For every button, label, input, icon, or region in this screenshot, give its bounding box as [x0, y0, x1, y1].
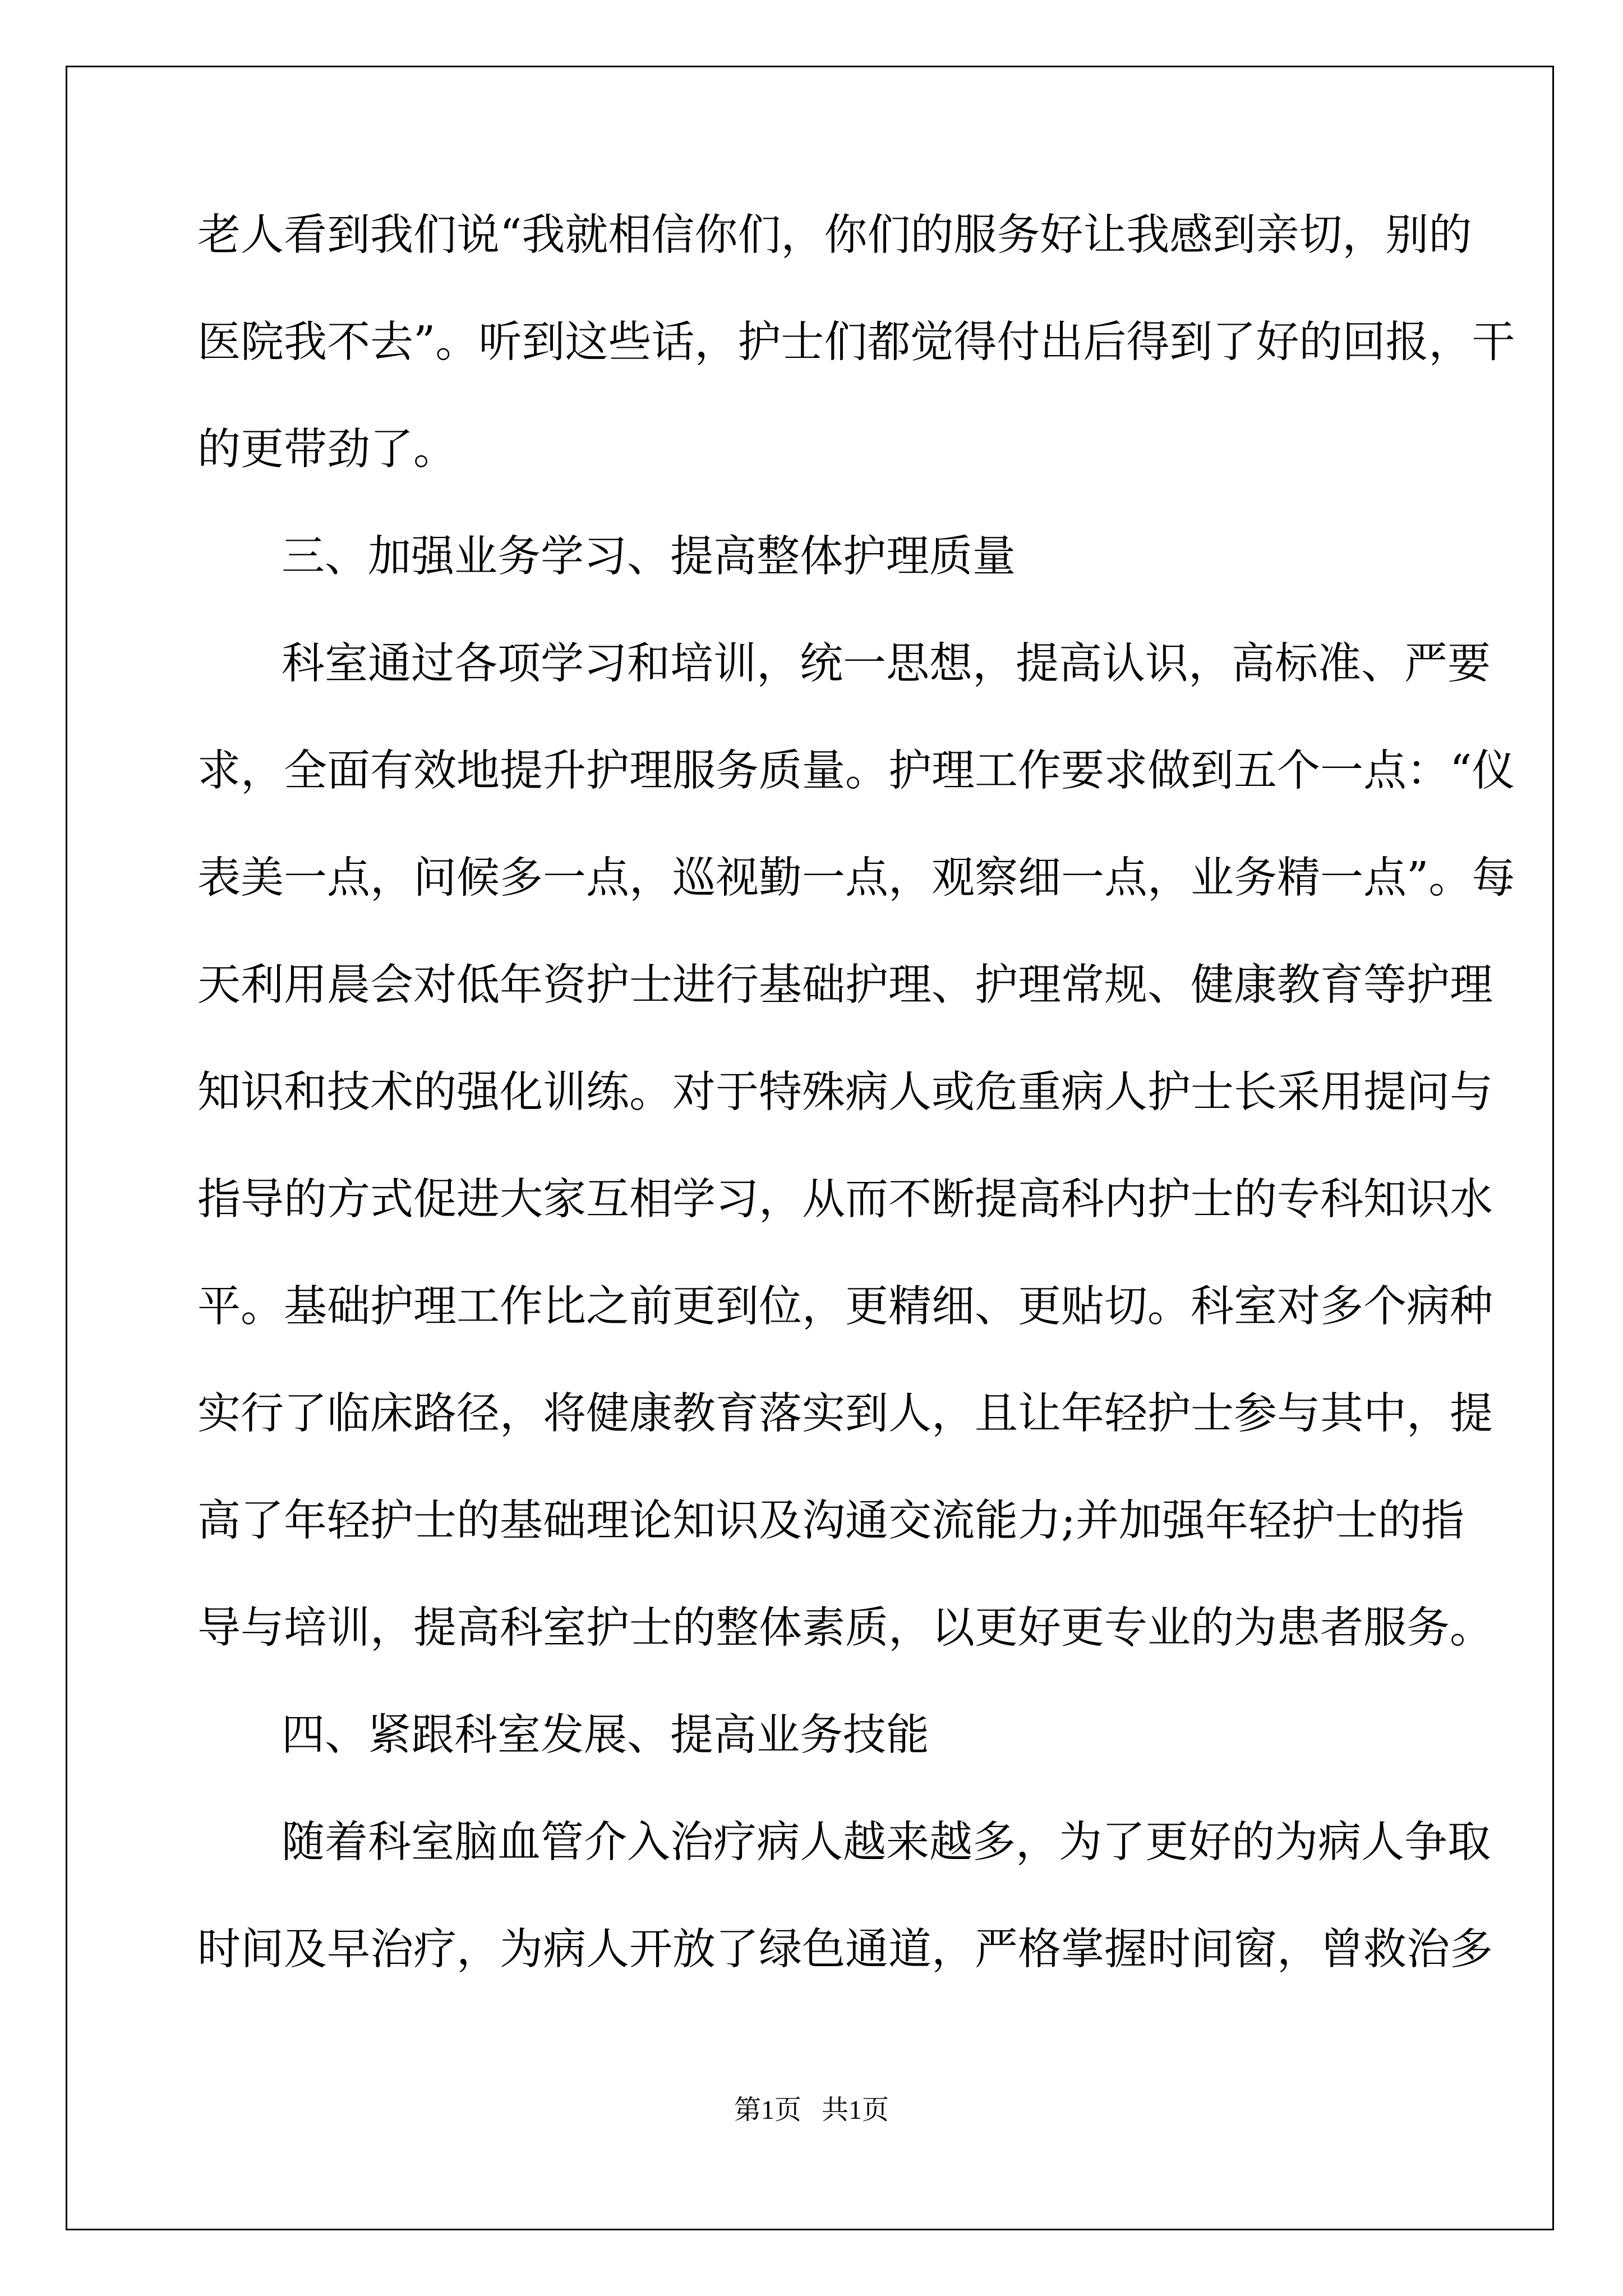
text-line: 知识和技术的强化训练。对于特殊病人或危重病人护士长采用提问与 — [197, 1068, 1493, 1117]
text-line: 指导的方式促进大家互相学习，从而不断提高科内护士的专科知识水 — [197, 1175, 1493, 1225]
page-number-footer: 第1页 共1页 — [734, 2095, 889, 2125]
text-line: 求，全面有效地提升护理服务质量。护理工作要求做到五个一点：“仪 — [197, 746, 1515, 796]
text-line: 的更带劲了。 — [197, 425, 457, 475]
text-line: 随着科室脑血管介入治疗病人越来越多，为了更好的为病人争取 — [282, 1818, 1491, 1867]
section-heading: 三、加强业务学习、提高整体护理质量 — [282, 532, 1016, 582]
section-heading: 四、紧跟科室发展、提高业务技能 — [282, 1710, 929, 1760]
text-line: 导与培训，提高科室护士的整体素质，以更好更专业的为患者服务。 — [197, 1603, 1493, 1653]
text-line: 医院我不去”。听到这些话，护士们都觉得付出后得到了好的回报，干 — [197, 318, 1515, 367]
text-line: 科室通过各项学习和培训，统一思想，提高认识，高标准、严要 — [282, 639, 1491, 689]
page-border — [66, 66, 1554, 2230]
text-line: 平。基础护理工作比之前更到位，更精细、更贴切。科室对多个病种 — [197, 1282, 1493, 1332]
text-line: 时间及早治疗，为病人开放了绿色通道，严格掌握时间窗，曾救治多 — [197, 1925, 1493, 1975]
text-line: 天利用晨会对低年资护士进行基础护理、护理常规、健康教育等护理 — [197, 960, 1493, 1010]
text-line: 老人看到我们说“我就相信你们，你们的服务好让我感到亲切，别的 — [197, 210, 1472, 260]
text-line: 实行了临床路径，将健康教育落实到人，且让年轻护士参与其中，提 — [197, 1389, 1493, 1439]
text-line: 高了年轻护士的基础理论知识及沟通交流能力;并加强年轻护士的指 — [197, 1496, 1464, 1546]
text-line: 表美一点，问候多一点，巡视勤一点，观察细一点，业务精一点”。每 — [197, 853, 1515, 903]
